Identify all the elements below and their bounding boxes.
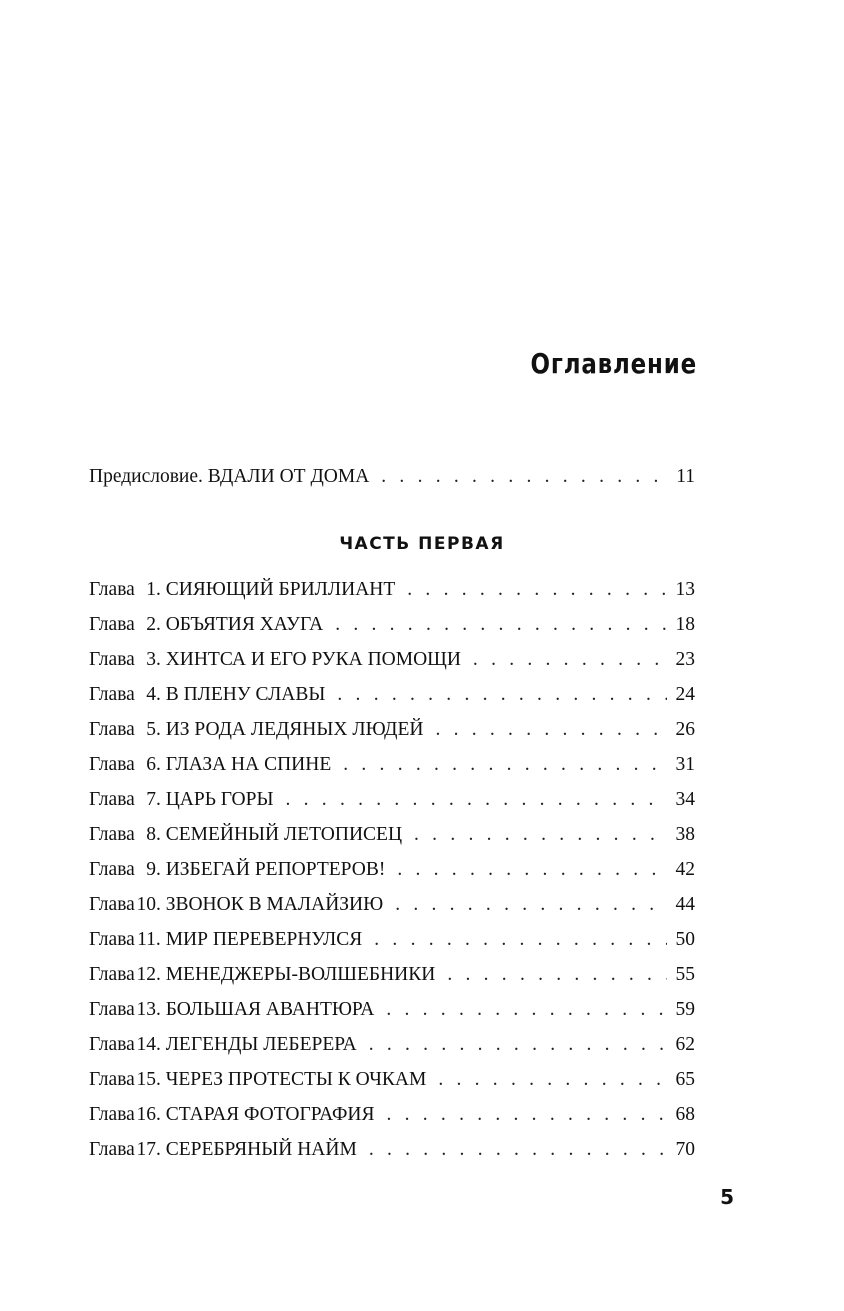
dot-leader bbox=[386, 1102, 667, 1128]
toc-entry-chapter bbox=[89, 1067, 695, 1093]
chapter-title: ЗВОНОК В МАЛАЙЗИЮ bbox=[165, 894, 384, 915]
chapter-word: Глава bbox=[89, 579, 135, 600]
chapter-word: Глава bbox=[89, 859, 135, 880]
page-number: 5 bbox=[720, 1185, 734, 1209]
toc-entry-label bbox=[89, 962, 435, 988]
toc-entry-label bbox=[89, 1102, 374, 1128]
chapter-title: ЧЕРЕЗ ПРОТЕСТЫ К ОЧКАМ bbox=[165, 1069, 427, 1090]
chapter-title: ОБЪЯТИЯ ХАУГА bbox=[165, 614, 324, 635]
toc-entry-chapter bbox=[89, 892, 695, 918]
toc-entry-page: 50 bbox=[675, 929, 695, 950]
toc-entry-chapter bbox=[89, 682, 695, 708]
chapter-number: 17. bbox=[136, 1139, 161, 1160]
toc-entry-label bbox=[89, 892, 383, 918]
toc-entry-chapter bbox=[89, 1102, 695, 1128]
toc-entry-label bbox=[89, 717, 423, 743]
part-heading: ЧАСТЬ ПЕРВАЯ bbox=[339, 534, 505, 554]
chapter-word: Глава bbox=[89, 894, 135, 915]
toc-entry-label: Предисловие. ВДАЛИ ОТ ДОМА bbox=[89, 466, 370, 487]
toc-entry-page: 13 bbox=[675, 579, 695, 600]
dot-leader bbox=[343, 752, 667, 778]
chapter-word: Глава bbox=[89, 614, 135, 635]
toc-entry-page: 11 bbox=[676, 466, 695, 487]
dot-leader bbox=[395, 892, 667, 918]
dot-leader bbox=[374, 927, 667, 953]
dot-leader bbox=[473, 647, 667, 673]
dot-leader bbox=[369, 1137, 667, 1163]
chapter-word: Глава bbox=[89, 649, 135, 670]
toc-entry-label bbox=[89, 612, 323, 638]
chapter-word: Глава bbox=[89, 1069, 135, 1090]
dot-leader bbox=[407, 577, 667, 603]
toc-entry-page: 59 bbox=[675, 999, 695, 1020]
toc-entry-label bbox=[89, 682, 325, 708]
chapter-word: Глава bbox=[89, 754, 135, 775]
toc-entry-chapter bbox=[89, 997, 695, 1023]
chapter-number: 8. bbox=[146, 824, 161, 845]
chapter-title: БОЛЬШАЯ АВАНТЮРА bbox=[165, 999, 375, 1020]
chapter-word: Глава bbox=[89, 1034, 135, 1055]
chapter-word: Глава bbox=[89, 684, 135, 705]
toc-entry-page: 34 bbox=[675, 789, 695, 810]
toc-entry-chapter bbox=[89, 962, 695, 988]
dot-leader bbox=[414, 822, 667, 848]
chapter-title: СЕРЕБРЯНЫЙ НАЙМ bbox=[165, 1139, 357, 1160]
toc-entry-label bbox=[89, 822, 402, 848]
toc-entry-label bbox=[89, 752, 331, 778]
dot-leader bbox=[335, 612, 667, 638]
chapter-title: ХИНТСА И ЕГО РУКА ПОМОЩИ bbox=[165, 649, 461, 670]
chapter-number: 4. bbox=[146, 684, 161, 705]
chapter-number: 1. bbox=[146, 579, 161, 600]
toc-entry-page: 31 bbox=[675, 754, 695, 775]
chapter-word: Глава bbox=[89, 1139, 135, 1160]
toc-entry-label bbox=[89, 577, 395, 603]
toc-entry-preface bbox=[89, 464, 695, 490]
toc-entry-chapter bbox=[89, 787, 695, 813]
chapter-number: 6. bbox=[146, 754, 161, 775]
chapter-number: 10. bbox=[136, 894, 161, 915]
chapter-title: ЦАРЬ ГОРЫ bbox=[165, 789, 274, 810]
dot-leader bbox=[386, 997, 667, 1023]
toc-entry-chapter bbox=[89, 612, 695, 638]
chapter-title: МЕНЕДЖЕРЫ-ВОЛШЕБНИКИ bbox=[165, 964, 436, 985]
page-title: Оглавление bbox=[530, 347, 697, 380]
toc-entry-label bbox=[89, 857, 385, 883]
toc-entry-chapter bbox=[89, 822, 695, 848]
dot-leader bbox=[397, 857, 667, 883]
toc-entry-page: 68 bbox=[675, 1104, 695, 1125]
toc-entry-page: 65 bbox=[675, 1069, 695, 1090]
dot-leader bbox=[447, 962, 667, 988]
toc-entry-page: 42 bbox=[675, 859, 695, 880]
chapter-number: 16. bbox=[136, 1104, 161, 1125]
toc-entry-chapter bbox=[89, 1032, 695, 1058]
toc-entry-page: 26 bbox=[675, 719, 695, 740]
chapter-word: Глава bbox=[89, 789, 135, 810]
chapter-word: Глава bbox=[89, 824, 135, 845]
toc-entry-page: 55 bbox=[675, 964, 695, 985]
dot-leader bbox=[438, 1067, 667, 1093]
chapter-title: ГЛАЗА НА СПИНЕ bbox=[165, 754, 332, 775]
chapter-number: 13. bbox=[136, 999, 161, 1020]
toc-entry-label bbox=[89, 997, 374, 1023]
chapter-number: 2. bbox=[146, 614, 161, 635]
toc-entry-page: 44 bbox=[675, 894, 695, 915]
dot-leader bbox=[435, 717, 667, 743]
chapter-number: 15. bbox=[136, 1069, 161, 1090]
toc-entry-chapter bbox=[89, 927, 695, 953]
toc-entry-page: 70 bbox=[675, 1139, 695, 1160]
toc-entry-chapter bbox=[89, 1137, 695, 1163]
chapter-word: Глава bbox=[89, 964, 135, 985]
dot-leader bbox=[286, 787, 668, 813]
chapter-title: СЕМЕЙНЫЙ ЛЕТОПИСЕЦ bbox=[165, 824, 403, 845]
toc-entry-page: 38 bbox=[675, 824, 695, 845]
chapter-title: МИР ПЕРЕВЕРНУЛСЯ bbox=[165, 929, 363, 950]
toc-entry-page: 24 bbox=[675, 684, 695, 705]
chapter-number: 9. bbox=[146, 859, 161, 880]
chapter-word: Глава bbox=[89, 719, 135, 740]
dot-leader bbox=[381, 464, 667, 490]
chapter-word: Глава bbox=[89, 999, 135, 1020]
toc-entry-label bbox=[89, 927, 362, 953]
chapter-title: СИЯЮЩИЙ БРИЛЛИАНТ bbox=[165, 579, 396, 600]
toc-entry-chapter bbox=[89, 577, 695, 603]
chapter-number: 11. bbox=[137, 929, 161, 950]
chapter-number: 14. bbox=[136, 1034, 161, 1055]
toc-entry-label bbox=[89, 1137, 357, 1163]
chapter-number: 7. bbox=[146, 789, 161, 810]
toc-entry-page: 18 bbox=[675, 614, 695, 635]
chapter-number: 12. bbox=[136, 964, 161, 985]
toc-entry-label bbox=[89, 1067, 426, 1093]
toc-entry-label bbox=[89, 647, 461, 673]
toc-entry-label bbox=[89, 787, 274, 813]
dot-leader bbox=[369, 1032, 667, 1058]
chapter-number: 3. bbox=[146, 649, 161, 670]
chapter-number: 5. bbox=[146, 719, 161, 740]
toc-entry-chapter bbox=[89, 857, 695, 883]
toc-entry-chapter bbox=[89, 647, 695, 673]
dot-leader bbox=[337, 682, 667, 708]
chapter-title: ИЗ РОДА ЛЕДЯНЫХ ЛЮДЕЙ bbox=[165, 719, 424, 740]
toc-entry-chapter bbox=[89, 752, 695, 778]
chapter-title: ИЗБЕГАЙ РЕПОРТЕРОВ! bbox=[165, 859, 386, 880]
chapter-title: В ПЛЕНУ СЛАВЫ bbox=[165, 684, 326, 705]
toc-entry-chapter bbox=[89, 717, 695, 743]
toc-entry-label bbox=[89, 1032, 357, 1058]
chapter-title: СТАРАЯ ФОТОГРАФИЯ bbox=[165, 1104, 375, 1125]
chapter-word: Глава bbox=[89, 1104, 135, 1125]
toc-entry-page: 23 bbox=[675, 649, 695, 670]
chapter-title: ЛЕГЕНДЫ ЛЕБЕРЕРА bbox=[165, 1034, 357, 1055]
toc-entry-page: 62 bbox=[675, 1034, 695, 1055]
chapter-word: Глава bbox=[89, 929, 135, 950]
